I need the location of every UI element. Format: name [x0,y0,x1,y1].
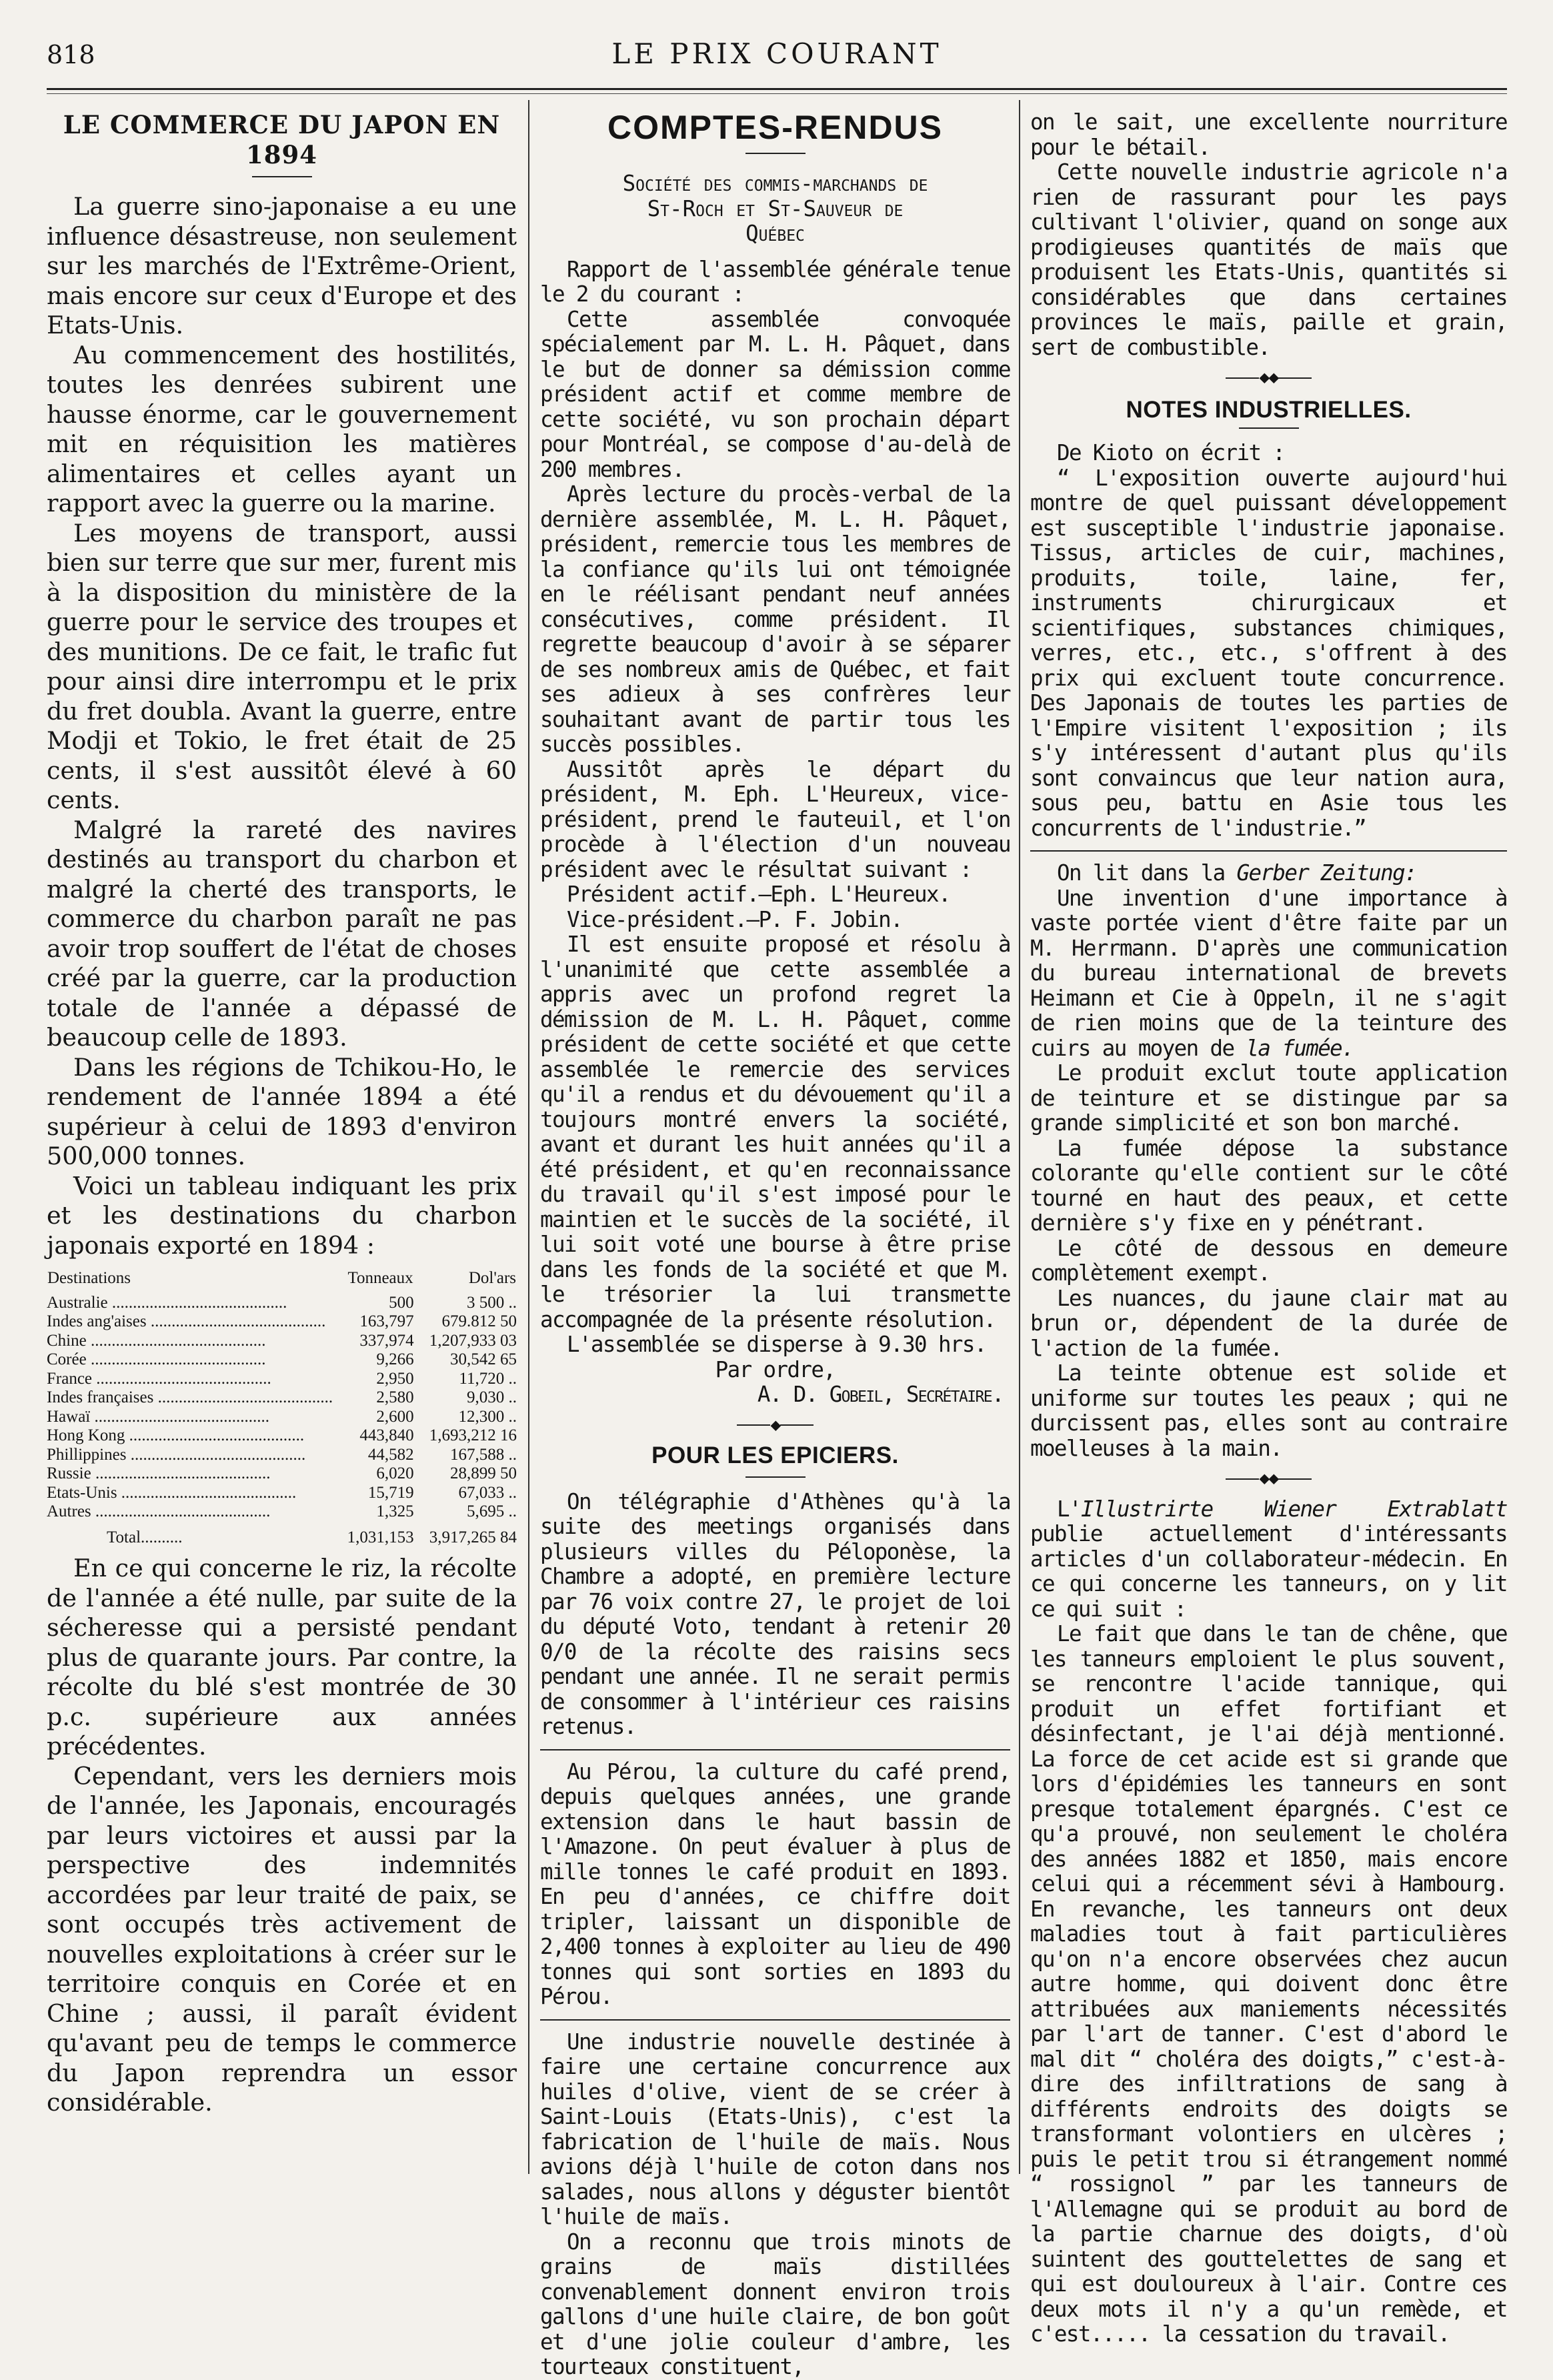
table-cell-tons: 337,974 [359,1331,414,1350]
table-cell-destination: France ..... [47,1370,333,1389]
item-rule [1030,850,1507,852]
gerber-intro: On lit dans la [1057,860,1225,886]
table-cell-destination: Australie ..... [47,1294,333,1313]
table-cell-tons: 44,582 [367,1445,414,1464]
paragraph: Cependant, vers les derniers mois de l'année, les Japonais, encouragés par leurs victoires et aussi par la perspective des indemnités accordées par leur traité de paix, se sont occupés très activement de nouvelles exploitations à créer sur le territoire conquis en Corée et en Chine ; aussi, il paraît évident qu'avant peu de temps le commerce du Japon reprendra un essor considérable. [47,1761,517,2117]
paragraph: Le fait que dans le tan de chêne, que les tanneurs emploient le plus souvent, se rencontre l'acide tannique, qui produit un effet fortifiant et désinfectant, je l'ai déjà mentionné. La force de cet acide est si grande que lors d'épidémies les tanneurs en sont presque totalement épargnés. C'est ce qu'a prouvé, non seulement le choléra des années 1882 et 1850, mais encore celui qui a récemment sévi à Hambourg. En revanche, les tanneurs ont deux maladies tout à fait particulières qu'on n'a encore observées chez aucun autre homme, qui doivent donc être attribuées aux maniements nécessités par l'art de tanner. C'est d'abord le mal dit “ choléra des doigts,” c'est-à-dire des infiltrations de sang à différents endroits des doigts se transformant volontiers en ulcères ; puis le petit trou si étrangement nommé “ rossignol ” par les tanneurs de l'Allemagne qui se produit au bord de la partie charnue des doigts, d'où suintent des gouttelettes de sang et qui est douloureux à l'air. Contre ces deux mots il n'y a qu'un remède, et c'est..... la cessation du travail. [1030,1621,1507,2347]
paragraph: On télégraphie d'Athènes qu'à la suite des meetings organisés dans plusieurs villes du Péloponèse, la Chambre a adopté, en première lecture par 76 voix contre 27, le projet de loi du député Voto, tendant à retenir 20 0/0 de la récolte des raisins secs pendant une année. Il ne serait permis de consommer à l'intérieur ces raisins retenus. [540,1488,1010,1739]
wiener-text: publie actuellement d'intéressants articles d'un collaborateur-médecin. En ce qui concerne les tanneurs, on y lit ce qui suit : [1030,1521,1507,1622]
table-cell-destination: Chine ..... [47,1332,333,1351]
subtitle-st-roch: St-Roch et St-Sauveur de [647,195,904,221]
paragraph: La teinte obtenue est solide et uniforme sur toutes les peaux ; qui ne durcissent pas, elles sont au contraire moelleuses à la main. [1030,1360,1507,1461]
wiener-prefix: L' [1057,1496,1081,1522]
page-number: 818 [47,40,95,69]
table-cell-destination: Hawaï ..... [47,1408,333,1427]
article-title-commerce-japon: LE COMMERCE DU JAPON EN 1894 [63,110,501,169]
paragraph [1030,1497,1507,1622]
ornament-divider: ◆◆ [1030,1466,1507,1492]
table-row [47,1350,517,1370]
paragraph: La fumée dépose la substance colorante qu'elle contient sur le côté tourné en haut des peaux, et cette dernière s'y fixe en y pénétrant. [1030,1135,1507,1236]
column-1 [47,110,517,2167]
ornament-divider: ◆◆ [1030,365,1507,391]
paragraph: Le côté de dessous en demeure complètement exempt. [1030,1235,1507,1286]
paragraph: En ce qui concerne le riz, la récolte de l'année a été nulle, par suite de la sécheresse qui a persisté pendant plus de quarante jours. Par contre, la récolte du blé s'est montrée de 30 p.c. supérieure aux années précédentes. [47,1554,517,1760]
paragraph: Rapport de l'assemblée générale tenue le 2 du courant : [540,256,1010,307]
election-result-president: Président actif.—Eph. L'Heureux. [567,882,950,907]
table-cell-dollars: 5,695 .. [467,1502,517,1520]
table-cell-tons: 2,580 [376,1388,414,1406]
table-row [47,1294,517,1313]
table-header-row [47,1268,517,1294]
table-cell-tons: 2,950 [376,1369,414,1388]
paragraph: L'assemblée se disperse à 9.30 hrs. [567,1332,986,1357]
paragraph: Aussitôt après le départ du président, M. Eph. L'Heureux, vice-président, prend le fauteuil, et l'on procède à l'élection d'un nouveau président avec le résultat suivant : [540,756,1010,882]
column-divider-2 [1019,100,1020,2174]
table-cell-dollars: 28,899 50 [450,1464,517,1482]
table-cell-tons: 2,600 [376,1407,414,1426]
section-title-notes-industrielles: NOTES INDUSTRIELLES. [1126,396,1412,423]
table-cell-dollars: 1,207,933 03 [429,1331,517,1350]
paragraph: Une industrie nouvelle destinée à faire une certaine concurrence aux huiles d'olive, vient de se créer à Saint-Louis (Etats-Unis), c'est la fabrication de l'huile de maïs. Nous avions déjà l'huile de coton dans nos salades, nous allons y déguster bientôt l'huile de maïs. [540,2029,1010,2229]
section-title-comptes-rendus: COMPTES-RENDUS [607,109,944,146]
page-header [47,35,1507,75]
table-cell-destination: Indes ang'aises ..... [47,1312,333,1332]
table-cell-dollars: 11,720 .. [459,1369,517,1388]
paragraph: on le sait, une excellente nourriture pour le bétail. [1030,109,1507,160]
table-cell-destination: Russie ..... [47,1464,333,1484]
table-total-row [47,1522,517,1548]
title-rule [745,1476,806,1478]
title-rule [1239,427,1299,429]
table-cell-tons: 9,266 [376,1350,414,1368]
table-cell-destination: Indes françaises ..... [47,1388,333,1408]
section-title-epiciers: POUR LES EPICIERS. [651,1442,899,1468]
title-rule [745,153,806,154]
table-cell-tons: 15,719 [367,1483,414,1502]
coal-export-table [47,1268,517,1547]
paragraph: On a reconnu que trois minots de grains de maïs distillées convenablement donnent environ trois gallons d'une huile claire, de bon goût et d'une jolie couleur d'ambre, les tourteaux constituent, [540,2229,1010,2379]
paragraph: Les moyens de transport, aussi bien sur terre que sur mer, furent mis à la disposition du ministère de la guerre pour le service des troupes et des munitions. De ce fait, le trafic fut pour ainsi dire interrompu et le prix du fret doubla. Avant la guerre, entre Modji et Tokio, le fret était de 25 cents, il s'est aussitôt élevé à 60 cents. [47,518,517,814]
table-cell-dollars: 9,030 .. [467,1388,517,1406]
item-rule [540,1749,1010,1750]
table-cell-destination: Hong Kong ..... [47,1426,333,1446]
paragraph: Malgré la rareté des navires destinés au transport du charbon et malgré la cherté des transports, le commerce du charbon paraît ne pas avoir trop souffert de l'état de choses créé par la guerre, car la production totale de l'année a dépassé de beaucoup celle de 1893. [47,815,517,1052]
table-total-dollars: 3,917,265 84 [429,1528,517,1546]
table-cell-destination: Phillippines ..... [47,1446,333,1465]
paragraph: Le produit exclut toute application de teinture et se distingue par sa grande simplicité et son bon marché. [1030,1060,1507,1136]
column-3 [1030,109,1507,2347]
table-header-tonneaux: Tonneaux [347,1269,413,1287]
table-cell-destination: Autres ..... [47,1502,333,1522]
quote-paragraph: “ L'exposition ouverte aujourd'hui montre de quel puissant développement est susceptible l'industrie japonaise. Tissus, articles de cuir, machines, produits, toile, laine, fer, instruments chirurgicaux et scientifiques, substances chimiques, verres, etc., etc., s'offrent à des prix qui excluent toute concurrence. Des Japonais de toutes les parties de l'Empire visitent l'exposition ; ils s'y intéressent d'autant plus qu'ils sont convaincus que leur nation aura, sous peu, battu en Asie tous les concurrents de l'industrie.” [1030,465,1507,841]
paragraph: Il est ensuite proposé et résolu à l'unanimité que cette assemblée a appris avec un profond regret la démission de M. L. H. Pâquet, comme président de cette société et que cette assemblée le remercie des services qu'il a rendus et du dévouement qu'il a toujours montré envers la société, avant et durant les huit années qu'il a été président, et qu'en reconnaissance du travail qu'il s'est imposé pour le maintien et le succès de la société, il lui soit voté une bourse à être prise dans les fonds de la société et que M. le trésorier la lui transmette accompagnée de la présente résolution. [540,932,1010,1332]
paragraph: Au Pérou, la culture du café prend, depuis quelques années, une grande extension dans le haut bassin de l'Amazone. On peut évaluer à plus de mille tonnes le café produit en 1893. En peu d'années, ce chiffre doit tripler, laissant un disponible de 2,400 tonnes à exploiter au lieu de 490 tonnes qui sont sorties en 1893 du Pérou. [540,1758,1010,2009]
table-cell-destination: Etats-Unis ..... [47,1484,333,1503]
table-cell-dollars: 3 500 .. [467,1293,517,1312]
paragraph [1030,861,1507,886]
paragraph: La guerre sino-japonaise a eu une influence désastreuse, non seulement sur les marchés de l'Extrême-Orient, mais encore sur ceux d'Europe et des Etats-Unis. [47,192,517,339]
signature-par-ordre: Par ordre, [715,1356,836,1382]
table-cell-tons: 1,325 [376,1502,414,1520]
table-header-destinations: Destinations [47,1269,131,1287]
header-rule [47,88,1507,94]
table-row [47,1502,517,1522]
table-cell-tons: 500 [389,1293,414,1312]
column-2 [540,109,1010,2379]
table-cell-dollars: 679.812 50 [441,1312,517,1330]
table-row [47,1332,517,1351]
table-cell-tons: 6,020 [376,1464,414,1482]
paragraph: Voici un tableau indiquant les prix et les destinations du charbon japonais exporté en 1894 : [47,1171,517,1260]
table-row [47,1484,517,1503]
paragraph: Cette assemblée convoquée spécialement par M. L. H. Pâquet, dans le but de donner sa démission comme président actif et comme membre de cette société, vu son prochain départ pour Montréal, se compose d'au-delà de 200 membres. [540,306,1010,482]
table-row [47,1426,517,1446]
table-cell-destination: Corée ..... [47,1350,333,1370]
election-result-vice-president: Vice-président.—P. F. Jobin. [567,906,903,932]
column-divider-1 [528,100,529,2174]
gerber-text: Une invention d'une importance à vaste portée vient d'être faite par un M. Herrmann. D'après une communication du bureau international de brevets Heimann et Cie à Oppeln, il ne s'agit de rien moins que de la teinture des cuirs au moyen de [1030,885,1507,1061]
table-row [47,1446,517,1465]
paragraph: Les nuances, du jaune clair mat au brun or, dépendent de la durée de l'action de la fumée. [1030,1285,1507,1361]
table-cell-dollars: 30,542 65 [450,1350,517,1368]
journal-title: LE PRIX COURANT [611,37,942,70]
paragraph [1030,886,1507,1062]
table-cell-tons: 443,840 [359,1426,414,1444]
table-cell-dollars: 1,693,212 16 [429,1426,517,1444]
wiener-extrablatt-name: Illustrirte Wiener Extrablatt [1080,1496,1507,1522]
paragraph: Après lecture du procès-verbal de la dernière assemblée, M. L. H. Pâquet, président, remercie tous les membres de la confiance qu'ils lui ont témoignée en le réélisant pendant neuf années consécutives, comme président. Il regrette beaucoup d'avoir à se séparer de ses nombreux amis de Québec, et fait ses adieux à ses confrères leur souhaitant avant de partir tous les succès possibles. [540,481,1010,757]
table-total-label: Total.......... [107,1528,183,1546]
table-cell-dollars: 67,033 .. [458,1483,517,1502]
table-row [47,1464,517,1484]
paragraph: Cette nouvelle industrie agricole n'a rien de rassurant pour les pays cultivant l'olivier, quand on songe aux prodigieuses quantités de maïs que produisent les Etats-Unis, quantités si considérables que dans certaines provinces le maïs, paille et grain, sert de combustible. [1030,159,1507,360]
ornament-divider: ◆ [540,1413,1010,1438]
table-cell-tons: 163,797 [359,1312,414,1330]
table-row [47,1388,517,1408]
table-row [47,1370,517,1389]
table-row [47,1312,517,1332]
paragraph: Dans les régions de Tchikou-Ho, le rendement de l'année 1894 a été supérieur à celui de 1893 d'environ 500,000 tonnes. [47,1052,517,1170]
gerber-zeitung-name: Gerber Zeitung: [1236,860,1417,886]
item-rule [540,2019,1010,2021]
gerber-fumee: la fumée. [1246,1035,1354,1061]
subtitle-quebec: Québec [745,221,805,246]
table-header-dollars: Dol'ars [468,1269,516,1287]
paragraph: Au commencement des hostilités, toutes les denrées subirent une hausse énorme, car le gouvernement mit en réquisition les matières alimentaires et celles ayant un rapport avec la guerre ou la marine. [47,340,517,517]
table-cell-dollars: 167,588 .. [450,1445,517,1464]
table-total-tons: 1,031,153 [347,1528,414,1546]
title-rule [252,176,312,177]
table-cell-dollars: 12,300 .. [458,1407,517,1426]
subtitle-societe: Société des commis-marchands de [622,171,928,196]
signature-secretaire: A. D. Gobeil, Secrétaire. [757,1382,1004,1407]
paragraph: De Kioto on écrit : [1057,440,1285,465]
table-row [47,1408,517,1427]
